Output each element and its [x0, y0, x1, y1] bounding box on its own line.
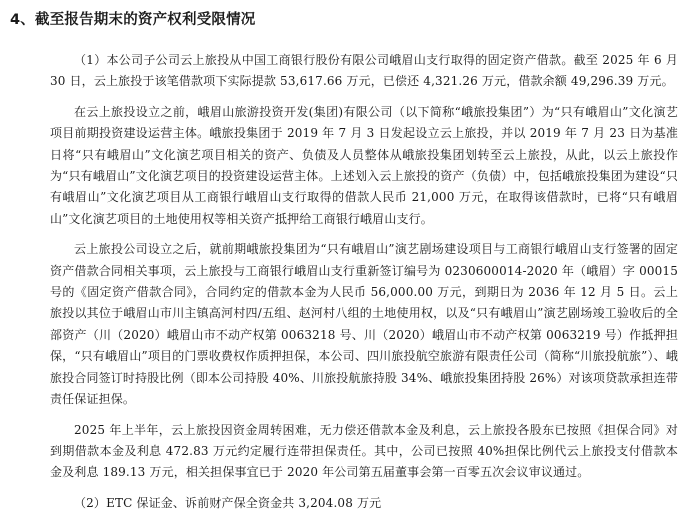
paragraph-background: 在云上旅投设立之前，峨眉山旅游投资开发(集团)有限公司（以下简称“峨旅投集团”）为“只有峨眉山”文化演艺项目前期投资建设运营主体。峨旅投集团于 2019 年 7 月 3 日发起设立云上旅投，并以 2019 年 7 月 23 日为基准日将“只有峨眉山”文化演艺项目相关的资产、负债及人员整体从峨旅投集团划转至云上旅投，从此，以云上旅投作为“只有峨眉山”文化演艺项目的投资建设运营主体。上述划入云上旅投的资产（负债）中，包括峨旅投集团为建设“只有峨眉山”文化演艺项目从工商银行峨眉山支行取得的借款人民币 21,000 万元，在取得该借款时，已将“只有峨眉山”文化演艺项目的土地使用权等相关资产抵押给工商银行峨眉山支行。 [50, 104, 678, 226]
paragraph-loan-summary: （1）本公司子公司云上旅投从中国工商银行股份有限公司峨眉山支行取得的固定资产借款。截至 2025 年 6 月 30 日，云上旅投于该笔借款项下实际提款 53,617.66 万元，已偿还 4,321.26 万元，借款余额 49,296.39 万元。 [50, 53, 678, 89]
paragraph-guarantee-performance: 2025 年上半年，云上旅投因资金周转困难，无力偿还借款本金及利息，云上旅投各股东已按照《担保合同》对到期借款本金及利息 472.83 万元约定履行连带担保责任。其中，公司已按照 40%担保比例代云上旅投支付借款本金及利息 189.13 万元，相关担保事宜已于 2020 年公司第五届董事会第一百零五次会议审议通过。 [50, 422, 678, 480]
section-heading: 4、截至报告期末的资产权利受限情况 [10, 12, 256, 28]
paragraph-etc-deposit: （2）ETC 保证金、诉前财产保全资金共 3,204.08 万元 [74, 495, 382, 510]
paragraph-loan-contract: 云上旅投公司设立之后，就前期峨旅投集团为“只有峨眉山”演艺剧场建设项目与工商银行峨眉山支行签署的固定资产借款合同相关事项，云上旅投与工商银行峨眉山支行重新签订编号为 0230600014-2020 年（峨眉）字 00015 号的《固定资产借款合同》，合同约定的借款本金为人民币 56,000.00 万元，到期日为 2036 年 12 月 5 日。云上旅投以其位于峨眉山市川主镇高河村四/五组、赵河村八组的土地使用权，以及“只有峨眉山”演艺剧场竣工验收后的全部资产（川（2020）峨眉山市不动产权第 0063218 号、川（2020）峨眉山市不动产权第 0063219 号）作抵押担保，“只有峨眉山”项目的门票收费权作质押担保，本公司、四川旅投航空旅游有限责任公司（简称“川旅投航旅”）、峨旅投合同签订时持股比例（即本公司持股 40%、川旅投航旅持股 34%、峨旅投集团持股 26%）对该项贷款承担连带责任保证担保。 [50, 242, 678, 407]
